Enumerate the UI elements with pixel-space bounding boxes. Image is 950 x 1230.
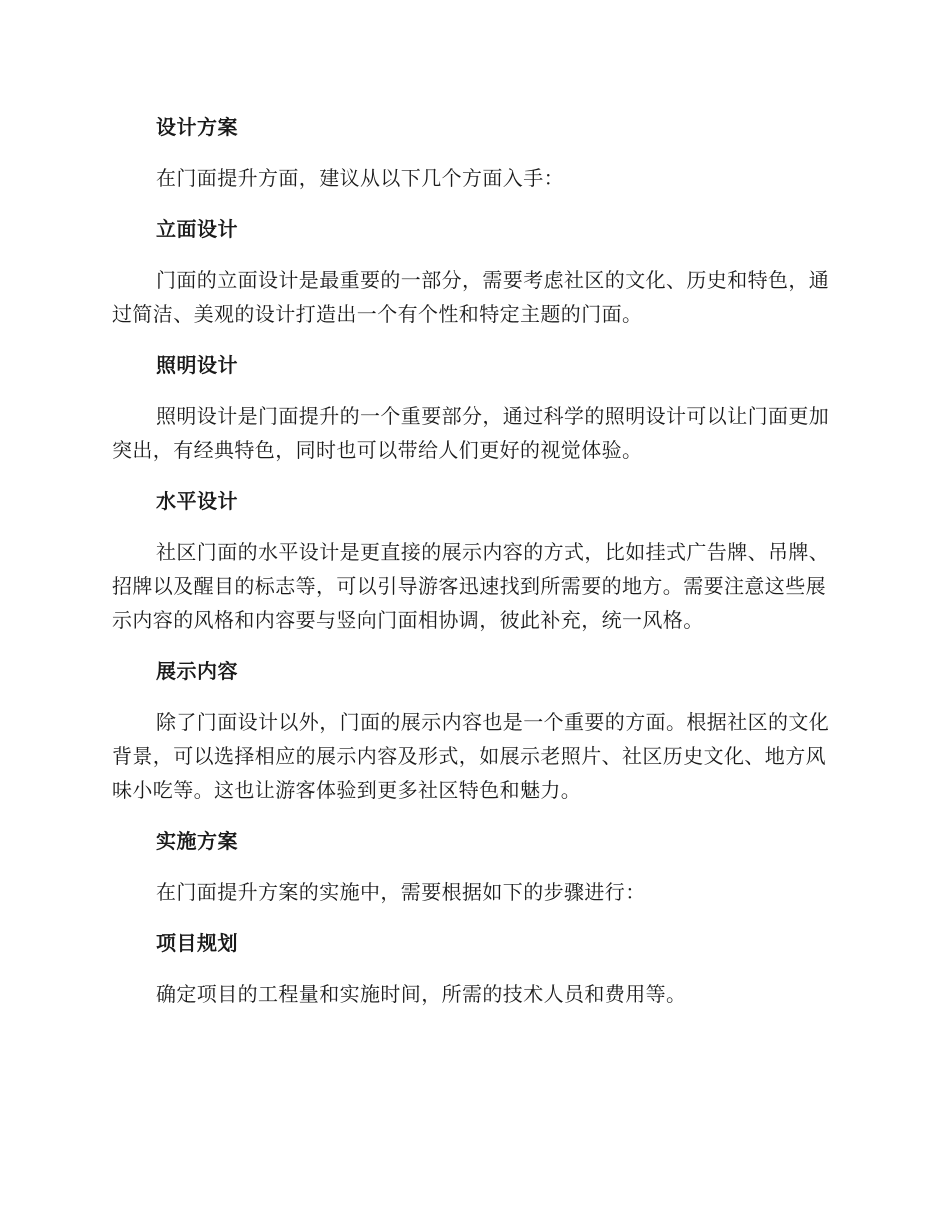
section-heading-facade-design: 立面设计 xyxy=(156,217,238,241)
section-heading-horizontal-design: 水平设计 xyxy=(156,489,238,513)
section-heading-project-planning: 项目规划 xyxy=(156,931,238,955)
section-heading-design-plan: 设计方案 xyxy=(156,115,238,139)
section-heading-implementation-plan: 实施方案 xyxy=(156,829,238,853)
section-paragraph-horizontal-design: 社区门面的水平设计是更直接的展示内容的方式，比如挂式广告牌、吊牌、招牌以及醒目的标志等，可以引导游客迅速找到所需要的地方。需要注意这些展示内容的风格和内容要与竖向门面相协调，彼此补充，统一风格。 xyxy=(112,540,830,632)
section-paragraph-lighting-design: 照明设计是门面提升的一个重要部分，通过科学的照明设计可以让门面更加突出，有经典特色，同时也可以带给人们更好的视觉体验。 xyxy=(112,404,830,462)
section-paragraph-implementation-plan: 在门面提升方案的实施中，需要根据如下的步骤进行： xyxy=(156,880,646,904)
section-heading-display-content: 展示内容 xyxy=(156,659,238,683)
section-paragraph-project-planning: 确定项目的工程量和实施时间，所需的技术人员和费用等。 xyxy=(156,982,687,1006)
section-paragraph-facade-design: 门面的立面设计是最重要的一部分，需要考虑社区的文化、历史和特色，通过简洁、美观的设计打造出一个有个性和特定主题的门面。 xyxy=(112,268,830,326)
section-paragraph-display-content: 除了门面设计以外，门面的展示内容也是一个重要的方面。根据社区的文化背景，可以选择相应的展示内容及形式，如展示老照片、社区历史文化、地方风味小吃等。这也让游客体验到更多社区特色和魅力。 xyxy=(112,710,830,802)
section-paragraph-design-plan: 在门面提升方面，建议从以下几个方面入手： xyxy=(156,166,564,190)
document-page xyxy=(112,108,832,1026)
section-heading-lighting-design: 照明设计 xyxy=(156,353,238,377)
